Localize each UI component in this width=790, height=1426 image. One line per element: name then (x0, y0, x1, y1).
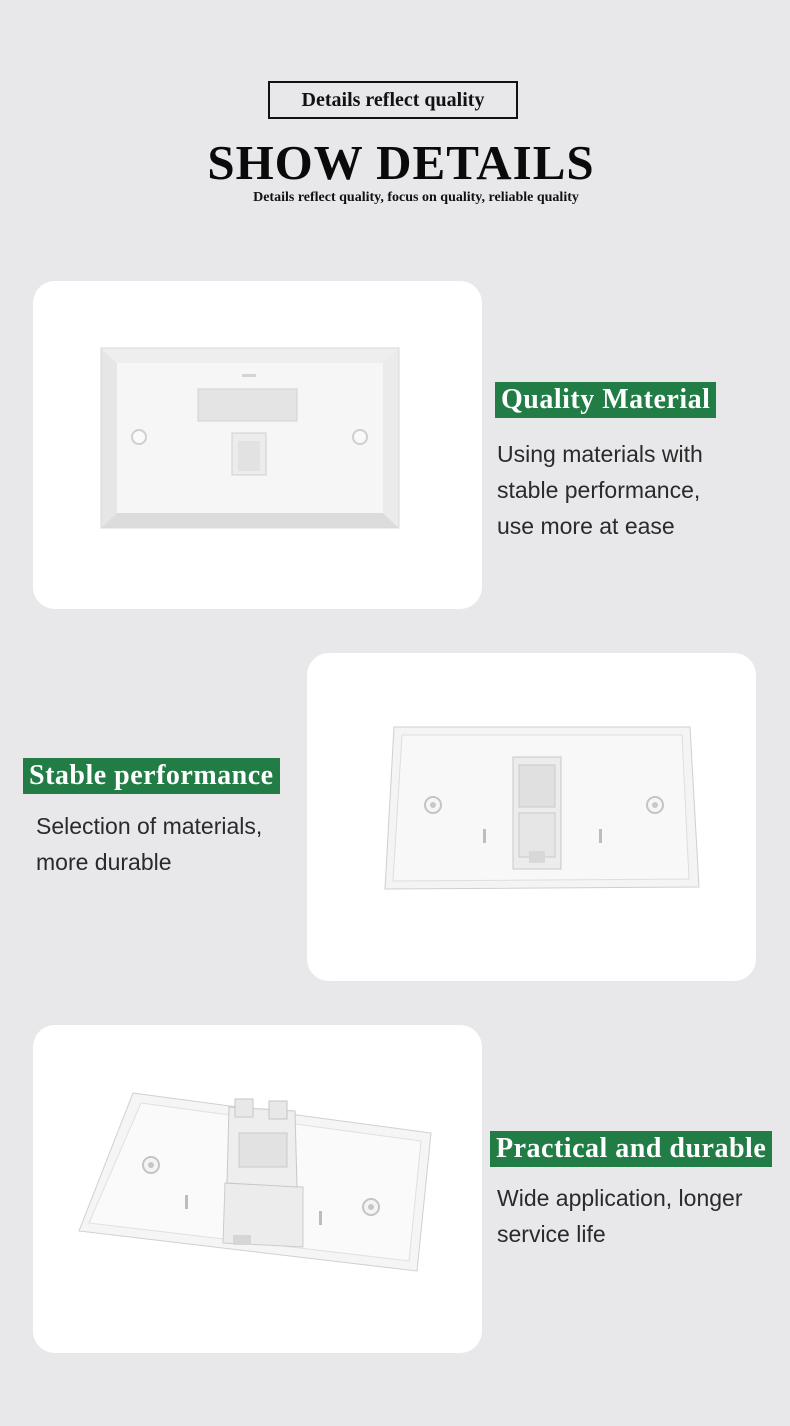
feature-badge-stable-performance: Stable performance (23, 758, 280, 794)
feature-badge-quality-material: Quality Material (495, 382, 716, 418)
feature-badge-practical-durable: Practical and durable (490, 1131, 772, 1167)
page-subtitle: Details reflect quality, focus on quality, reliable quality (253, 190, 579, 205)
feature-description-stable-performance (36, 808, 262, 880)
product-image-front (33, 281, 482, 609)
product-image-angled (33, 1025, 482, 1353)
description-line: more durable (36, 849, 172, 875)
description-line: Selection of materials, (36, 813, 263, 839)
description-line: use more at ease (497, 513, 675, 539)
product-image-back (307, 653, 756, 981)
description-line: service life (497, 1221, 606, 1247)
description-line: stable performance, (497, 477, 701, 503)
description-line: Using materials with (497, 441, 703, 467)
tagline-box: Details reflect quality (268, 81, 518, 119)
description-line: Wide application, longer (497, 1185, 743, 1211)
feature-description-practical-durable (497, 1180, 742, 1252)
feature-description-quality-material (497, 436, 703, 544)
page-title: SHOW DETAILS (207, 135, 595, 190)
